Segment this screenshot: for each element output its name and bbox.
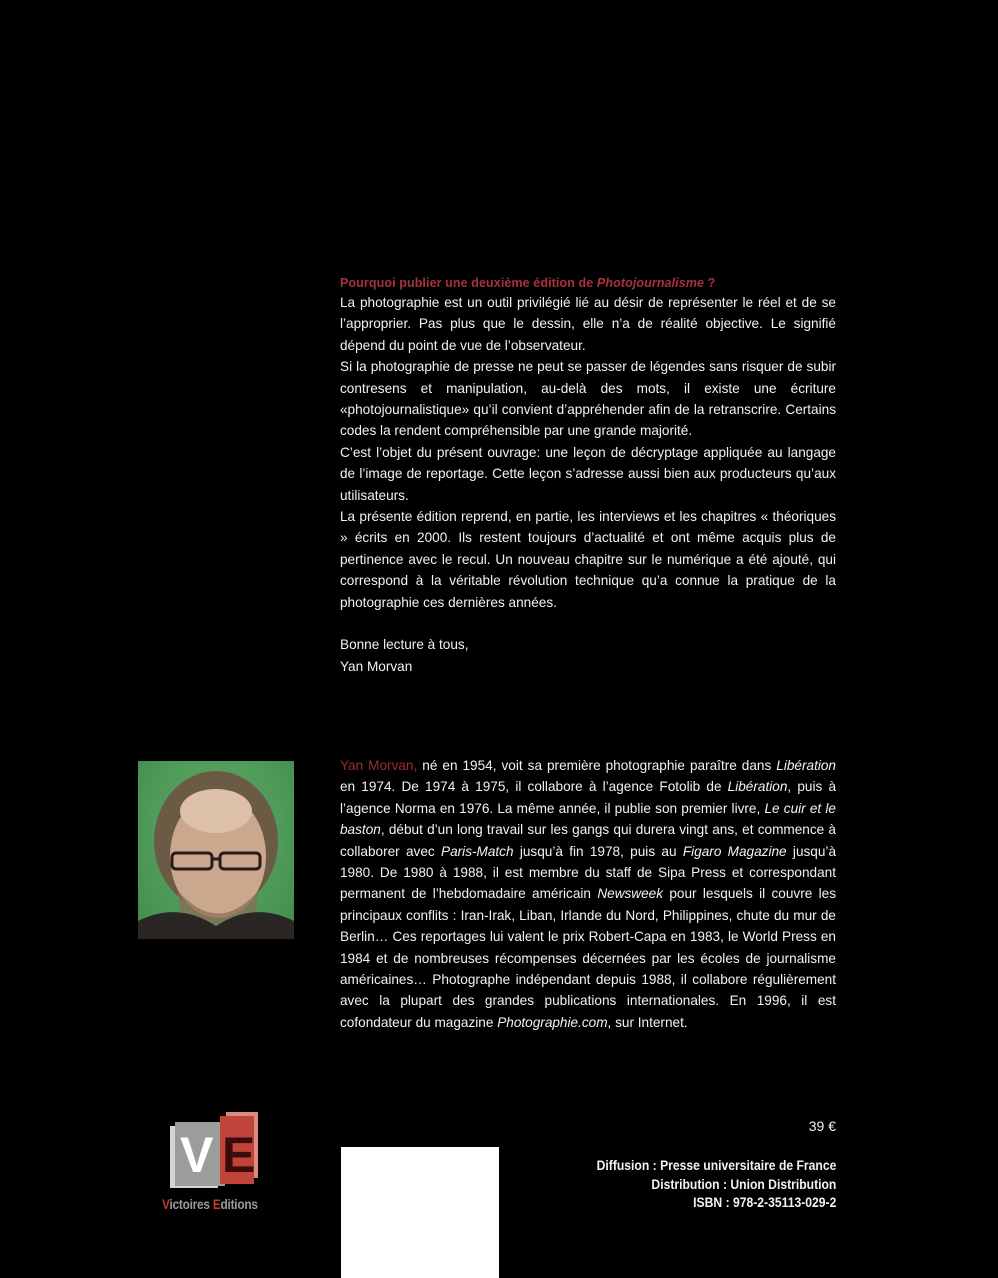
intro-paragraph: C’est l’objet du présent ouvrage: une leçon de décryptage appliquée au langage de l’image de reportage. Cette leçon s’adresse aussi bien aux producteurs qu’aux utilisateurs. <box>340 444 836 503</box>
bio-italic-segment: Libération <box>727 779 788 795</box>
bio-segment: , puis à l’agence Norma en 1976. La même année, il publie son premier livre, <box>340 779 836 816</box>
author-name: Yan Morvan, <box>340 758 418 773</box>
isbn-line: ISBN : 978-2-35113-029-2 <box>692 1195 836 1210</box>
closing-line: Bonne lecture à tous, <box>340 637 469 653</box>
bio-segment: en 1974. De 1974 à 1975, il collabore à l’agence Fotolib de <box>340 779 728 795</box>
bio-italic-segment: Le cuir et le baston <box>340 800 836 838</box>
intro-heading <box>340 274 836 292</box>
initial-v: V <box>162 1196 170 1212</box>
intro-paragraph: La présente édition reprend, en partie, les interviews et les chapitres « théoriques » écrits en 2000. Ils restent toujours d’actualité et ont même acquis plus de pertinence avec le recul. Un nouveau chapitre sur le numérique a été ajouté, qui correspond à la véritable révolution technique qu’a connue la pratique de la photographie ces dernières années. <box>340 509 836 610</box>
distribution-info <box>596 1157 836 1213</box>
author-portrait-illustration <box>138 761 294 939</box>
bio-italic-segment: Photographie.com <box>497 1014 608 1030</box>
price: 39 € <box>808 1118 836 1134</box>
bio-segment: pour lesquels il couvre les principaux conflits : Iran-Irak, Liban, Irlande du Nord, Philippines, chute du mur de Berlin… Ces reportages lui valent le prix Robert-Capa en 1983, le World Press en 1984 et de nombreuses récompenses décernées par les écoles de journalisme américaines… Photographe indépendant depuis 1988, il collabore régulièrement avec la plupart des grandes publications internationales. En 1996, il est cofondateur du magazine <box>340 886 836 1030</box>
svg-text:V: V <box>180 1127 214 1183</box>
bio-segment: jusqu’à 1980. De 1980 à 1988, il est membre du staff de Sipa Press et correspondant permanent de l’hebdomadaire américain <box>340 843 837 902</box>
bio-segment: jusqu’à fin 1978, puis au <box>513 843 683 859</box>
bio-italic-segment: Libération <box>776 758 836 773</box>
intro-section <box>340 274 836 677</box>
author-photo <box>138 761 294 939</box>
bio-segment: , début d’un long travail sur les gangs qui durera vingt ans, et commence à collaborer avec <box>340 822 836 859</box>
signature: Yan Morvan <box>340 658 413 674</box>
publisher-name-part: ditions <box>220 1196 258 1212</box>
publisher-name <box>162 1196 258 1212</box>
heading-prefix: Pourquoi publier une deuxième édition de <box>340 276 597 290</box>
publisher-name-part: ictoires <box>169 1196 213 1212</box>
bio-segment: , sur Internet. <box>607 1014 688 1030</box>
bio-italic-segment: Newsweek <box>597 886 664 902</box>
bio-text <box>340 758 836 1030</box>
diffusion-line: Diffusion : Presse universitaire de France <box>596 1158 836 1173</box>
bio-segment: né en 1954, voit sa première photographie paraître dans <box>417 758 777 773</box>
ve-logo-icon <box>150 1108 285 1198</box>
barcode-area <box>341 1147 499 1278</box>
bio-italic-segment: Paris-Match <box>441 843 514 859</box>
bio-italic-segment: Figaro Magazine <box>682 843 787 859</box>
author-bio <box>340 755 836 1033</box>
distribution-line: Distribution : Union Distribution <box>651 1176 836 1192</box>
svg-text:E: E <box>222 1127 256 1183</box>
intro-paragraph: La photographie est un outil privilégié lié au désir de représenter le réel et de se l’approprier. Pas plus que le dessin, elle n’a de réalité objective. Le signifié dépend du point de vue de l’observateur. <box>340 295 836 353</box>
intro-paragraph: Si la photographie de presse ne peut se passer de légendes sans risquer de subir contresens et manipulation, au-delà des mots, il existe une écriture «photojournalistique» qu’il convient d’appréhender afin de la retranscrire. Certains codes la rendent compréhensible par une grande majorité. <box>340 359 836 439</box>
initial-e: E <box>212 1196 221 1212</box>
book-title: Photojournalisme <box>596 276 705 290</box>
heading-suffix: ? <box>704 276 716 290</box>
